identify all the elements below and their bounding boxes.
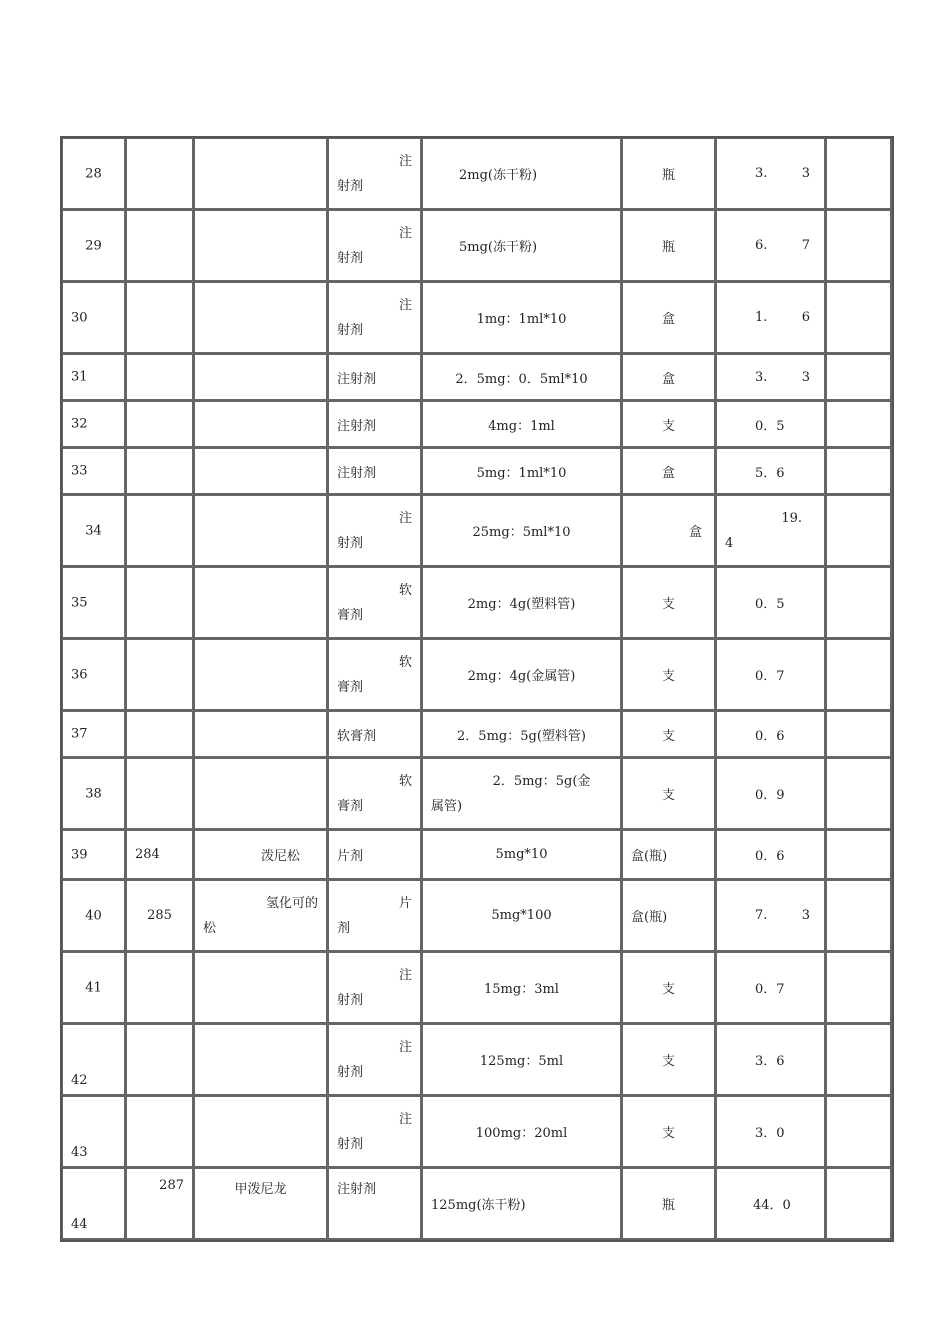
specification: 5mg(冻干粉) [459,240,538,255]
cell-no [62,830,126,880]
dosage-form-part: 注 [398,1111,412,1127]
cell-name [194,1096,328,1168]
cell-code [126,952,194,1024]
table-row [62,495,892,567]
cell-remark [826,567,892,639]
cell-no [62,210,126,282]
drug-name-part: 氢化可的 [265,895,318,911]
cell-unit [622,1096,716,1168]
price [717,238,824,253]
dosage-form: 注射剂 [337,1181,377,1197]
price [717,310,824,325]
cell-code [126,1168,194,1240]
cell-spec [422,138,622,210]
row-number: 35 [71,595,88,610]
cell-name [194,952,328,1024]
cell-name [194,354,328,401]
dosage-form [329,963,420,1013]
price-part: 3. [755,166,768,181]
cell-unit [622,952,716,1024]
cell-no [62,354,126,401]
dosage-form-part: 射剂 [337,1136,364,1152]
cell-price [716,758,826,830]
dosage-form-part: 射剂 [337,250,364,266]
cell-code [126,448,194,495]
cell-no [62,1096,126,1168]
cell-remark [826,448,892,495]
cell-spec [422,1096,622,1168]
cell-remark [826,1168,892,1240]
cell-no [62,448,126,495]
unit: 支 [661,1126,675,1141]
cell-unit [622,1024,716,1096]
dosage-form-part: 膏剂 [337,679,364,695]
table-row [62,138,892,210]
cell-spec [422,401,622,448]
cell-name [194,495,328,567]
dosage-form [329,149,420,199]
price-part: 6. [755,238,768,253]
price [717,370,824,385]
cell-name [194,639,328,711]
specification: 5mg*100 [491,908,552,923]
dosage-form: 注射剂 [337,418,377,434]
cell-no [62,952,126,1024]
drug-name-part: 松 [203,920,217,936]
row-number: 38 [85,786,102,801]
cell-code [126,210,194,282]
cell-unit [622,138,716,210]
cell-form [328,758,422,830]
cell-price [716,354,826,401]
table [60,136,894,1242]
cell-spec [422,1024,622,1096]
dosage-form-part: 注 [398,510,412,526]
cell-name [194,830,328,880]
specification: 1mg：1ml*10 [476,312,567,327]
unit: 支 [661,982,675,997]
cell-unit [622,567,716,639]
cell-form [328,1168,422,1240]
dosage-form: 片剂 [337,849,364,864]
dosage-form: 注射剂 [337,465,377,481]
dosage-form-part: 注 [398,967,412,983]
cell-spec [422,1168,622,1240]
cell-price [716,711,826,758]
cell-code [126,354,194,401]
cell-no [62,1024,126,1096]
specification-part: 属管) [431,798,463,814]
specification: 2．5mg：5g(塑料管) [457,728,586,744]
unit: 瓶 [661,168,675,183]
row-number: 42 [71,1073,88,1088]
cell-price [716,210,826,282]
specification: 4mg：1ml [488,418,555,434]
drug-code: 284 [135,847,160,862]
cell-name [194,138,328,210]
unit: 支 [661,669,675,684]
cell-price [716,639,826,711]
cell-form [328,282,422,354]
cell-form [328,401,422,448]
cell-no [62,282,126,354]
price-part: 7. [755,908,768,923]
unit: 盒(瓶) [631,849,668,864]
row-number: 32 [71,416,88,432]
cell-price [716,1024,826,1096]
drug-name: 泼尼松 [260,849,300,864]
cell-unit [622,711,716,758]
cell-no [62,495,126,567]
cell-code [126,639,194,711]
cell-name [194,758,328,830]
table-row [62,401,892,448]
cell-remark [826,952,892,1024]
dosage-form-part: 射剂 [337,178,364,194]
dosage-form [329,506,420,556]
cell-unit [622,354,716,401]
price: 0．5 [755,597,785,612]
table-row [62,758,892,830]
dosage-form-part: 软 [398,582,412,598]
cell-form [328,880,422,952]
cell-code [126,1096,194,1168]
cell-form [328,830,422,880]
row-number: 33 [71,463,88,479]
cell-remark [826,880,892,952]
cell-remark [826,711,892,758]
cell-remark [826,354,892,401]
cell-code [126,282,194,354]
cell-remark [826,830,892,880]
unit: 盒 [688,525,702,540]
cell-unit [622,401,716,448]
cell-code [126,495,194,567]
cell-name [194,210,328,282]
cell-code [126,711,194,758]
dosage-form [329,1035,420,1085]
unit: 盒 [661,371,675,387]
row-number: 29 [85,238,102,253]
table-row [62,210,892,282]
cell-form [328,210,422,282]
table-row [62,282,892,354]
cell-no [62,880,126,952]
price: 0．6 [755,728,785,744]
price-part: 4 [725,535,734,551]
cell-price [716,401,826,448]
unit: 盒 [661,312,675,327]
cell-price [716,282,826,354]
dosage-form-part: 剂 [337,920,351,936]
cell-spec [422,354,622,401]
dosage-form-part: 射剂 [337,1064,364,1080]
specification: 15mg：3ml [484,982,559,997]
cell-form [328,952,422,1024]
dosage-form [329,293,420,343]
cell-name [194,880,328,952]
price-part: 1. [755,310,768,325]
cell-spec [422,952,622,1024]
dosage-form [329,578,420,628]
specification: 125mg：5ml [479,1054,564,1069]
unit: 盒 [661,465,675,481]
cell-spec [422,639,622,711]
cell-no [62,401,126,448]
dosage-form-part: 注 [398,153,412,169]
specification: 2mg(冻干粉) [459,168,538,183]
price: 44．0 [753,1198,791,1213]
price: 5．6 [755,465,785,481]
specification: 2mg：4g(塑料管) [467,597,576,612]
cell-remark [826,401,892,448]
table-row [62,639,892,711]
cell-code [126,880,194,952]
drug-price-table [60,136,890,1242]
dosage-form-part: 注 [398,1039,412,1055]
drug-name [195,891,326,941]
dosage-form: 软膏剂 [337,728,377,744]
cell-name [194,1168,328,1240]
table-row [62,1168,892,1240]
cell-form [328,354,422,401]
price-part: 3 [801,908,810,923]
cell-spec [422,830,622,880]
cell-form [328,138,422,210]
cell-remark [826,138,892,210]
cell-form [328,1096,422,1168]
cell-spec [422,282,622,354]
cell-unit [622,210,716,282]
cell-unit [622,758,716,830]
dosage-form-part: 注 [398,297,412,313]
specification-part: 2．5mg：5g(金 [492,773,591,789]
table-row [62,711,892,758]
specification: 100mg：20ml [475,1126,568,1141]
cell-name [194,1024,328,1096]
row-number: 37 [71,726,88,742]
cell-name [194,282,328,354]
unit: 盒(瓶) [631,910,668,925]
drug-name: 甲泼尼龙 [234,1181,287,1197]
cell-price [716,1168,826,1240]
cell-no [62,138,126,210]
price-part: 19. [781,510,802,526]
price: 0．9 [755,788,785,803]
row-number: 31 [71,369,88,385]
row-number: 28 [85,166,102,181]
specification: 2．5mg：0．5ml*10 [455,371,588,387]
dosage-form-part: 射剂 [337,322,364,338]
cell-spec [422,495,622,567]
cell-no [62,639,126,711]
cell-remark [826,210,892,282]
cell-form [328,639,422,711]
cell-code [126,1024,194,1096]
cell-no [62,567,126,639]
table-row [62,830,892,880]
cell-code [126,567,194,639]
specification [423,769,620,819]
price-part: 3 [801,166,810,181]
table-row [62,880,892,952]
dosage-form-part: 膏剂 [337,798,364,814]
cell-unit [622,830,716,880]
cell-price [716,138,826,210]
specification: 5mg*10 [495,847,548,862]
row-number: 41 [85,980,102,995]
cell-no [62,1168,126,1240]
price: 3．0 [755,1126,785,1141]
row-number: 43 [71,1145,88,1160]
price: 3．6 [755,1054,785,1069]
cell-form [328,711,422,758]
cell-price [716,495,826,567]
cell-spec [422,210,622,282]
row-number: 39 [71,847,88,862]
dosage-form [329,221,420,271]
dosage-form-part: 软 [398,773,412,789]
price-part: 3 [801,369,810,385]
row-number: 34 [85,523,102,538]
dosage-form [329,1107,420,1157]
price [717,506,824,556]
cell-code [126,758,194,830]
drug-code: 285 [147,908,172,923]
price [717,166,824,181]
dosage-form [329,769,420,819]
cell-code [126,401,194,448]
drug-code: 287 [159,1177,184,1193]
cell-name [194,401,328,448]
unit: 支 [661,788,675,803]
cell-unit [622,282,716,354]
cell-price [716,1096,826,1168]
cell-remark [826,495,892,567]
row-number: 40 [85,908,102,923]
table-row [62,567,892,639]
cell-price [716,567,826,639]
specification: 125mg(冻干粉) [431,1198,526,1213]
cell-no [62,711,126,758]
cell-form [328,448,422,495]
unit: 支 [661,418,675,434]
cell-spec [422,711,622,758]
cell-unit [622,1168,716,1240]
price-part: 3. [755,369,768,385]
table-row [62,354,892,401]
dosage-form-part: 射剂 [337,535,364,551]
cell-form [328,495,422,567]
cell-spec [422,758,622,830]
dosage-form [329,650,420,700]
price-part: 6 [801,310,810,325]
cell-unit [622,880,716,952]
row-number: 44 [71,1217,88,1232]
dosage-form [329,891,420,941]
cell-remark [826,282,892,354]
unit: 瓶 [661,1198,675,1213]
dosage-form-part: 软 [398,654,412,670]
unit: 支 [661,597,675,612]
cell-price [716,830,826,880]
dosage-form-part: 片 [398,895,412,911]
cell-remark [826,1024,892,1096]
specification: 2mg：4g(金属管) [467,669,576,684]
dosage-form-part: 注 [398,225,412,241]
dosage-form-part: 射剂 [337,992,364,1008]
cell-no [62,758,126,830]
price: 0．7 [755,982,785,997]
unit: 支 [661,1054,675,1069]
cell-code [126,138,194,210]
cell-spec [422,880,622,952]
table-row [62,1024,892,1096]
cell-price [716,952,826,1024]
cell-unit [622,639,716,711]
cell-spec [422,448,622,495]
table-row [62,448,892,495]
price: 0．5 [755,418,785,434]
cell-unit [622,448,716,495]
unit: 支 [661,728,675,744]
table-row [62,1096,892,1168]
cell-spec [422,567,622,639]
price-part: 7 [801,238,810,253]
dosage-form: 注射剂 [337,371,377,387]
specification: 25mg：5ml*10 [472,525,571,540]
cell-remark [826,639,892,711]
dosage-form-part: 膏剂 [337,607,364,623]
cell-name [194,448,328,495]
price: 0．6 [755,849,785,864]
price [717,908,824,923]
cell-name [194,711,328,758]
row-number: 36 [71,667,88,682]
cell-remark [826,758,892,830]
cell-price [716,448,826,495]
price: 0．7 [755,669,785,684]
row-number: 30 [71,310,88,325]
cell-remark [826,1096,892,1168]
cell-name [194,567,328,639]
cell-code [126,830,194,880]
cell-form [328,1024,422,1096]
unit: 瓶 [661,240,675,255]
table-row [62,952,892,1024]
cell-form [328,567,422,639]
specification: 5mg：1ml*10 [476,465,567,481]
cell-price [716,880,826,952]
cell-unit [622,495,716,567]
